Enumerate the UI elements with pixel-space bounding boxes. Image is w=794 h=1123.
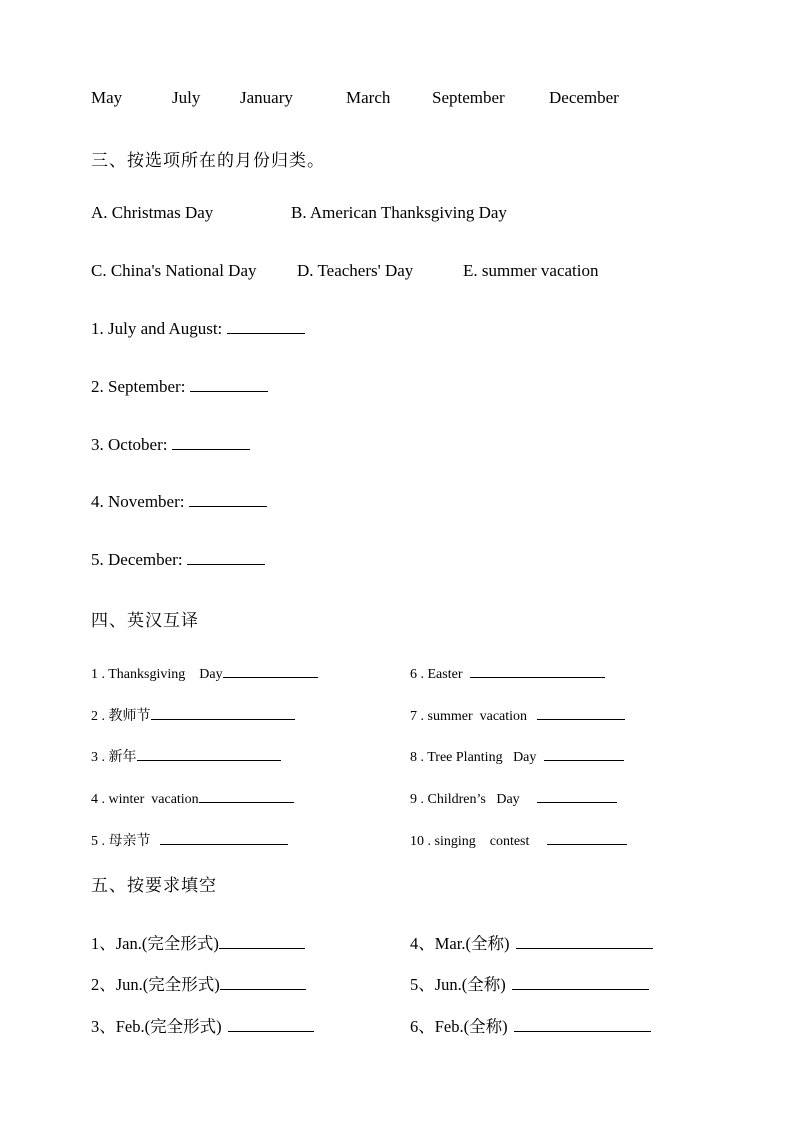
fill-item xyxy=(91,1013,314,1037)
section-3-title: 三、按选项所在的月份归类。 xyxy=(91,151,325,170)
option-e: E. summer vacation xyxy=(463,261,599,280)
month-word: December xyxy=(549,88,619,107)
question-item xyxy=(91,549,265,570)
translation-item xyxy=(410,745,624,766)
translation-label: 5 . 母亲节 xyxy=(91,834,151,849)
question-item xyxy=(91,434,250,455)
answer-blank[interactable] xyxy=(151,704,295,720)
answer-blank[interactable] xyxy=(516,933,653,949)
question-label: 1. July and August: xyxy=(91,319,223,338)
month-word: March xyxy=(346,88,391,107)
month-word: May xyxy=(91,88,123,107)
translation-label: 4 . winter vacation xyxy=(91,792,199,807)
answer-blank[interactable] xyxy=(199,787,294,803)
option-a: A. Christmas Day xyxy=(91,203,214,222)
translation-item xyxy=(91,829,288,850)
translation-item xyxy=(410,787,617,808)
question-item xyxy=(91,318,305,339)
answer-blank[interactable] xyxy=(160,829,288,845)
fill-label: 5、Jun.(全称) xyxy=(410,975,506,994)
translation-item xyxy=(410,829,627,850)
fill-item xyxy=(91,971,306,995)
translation-label: 9 . Children’s Day xyxy=(410,792,520,807)
translation-label: 1 . Thanksgiving Day xyxy=(91,667,223,682)
answer-blank[interactable] xyxy=(537,787,617,803)
answer-blank[interactable] xyxy=(189,491,267,507)
answer-blank[interactable] xyxy=(190,376,268,392)
translation-label: 8 . Tree Planting Day xyxy=(410,750,537,765)
answer-blank[interactable] xyxy=(227,318,305,334)
fill-label: 3、Feb.(完全形式) xyxy=(91,1017,222,1036)
answer-blank[interactable] xyxy=(514,1016,651,1032)
answer-blank[interactable] xyxy=(547,829,627,845)
fill-label: 2、Jun.(完全形式) xyxy=(91,975,220,994)
question-label: 2. September: xyxy=(91,377,186,396)
question-label: 4. November: xyxy=(91,492,185,511)
month-word: January xyxy=(240,88,293,107)
question-label: 3. October: xyxy=(91,435,168,454)
answer-blank[interactable] xyxy=(544,745,624,761)
answer-blank[interactable] xyxy=(537,704,625,720)
answer-blank[interactable] xyxy=(223,662,318,678)
fill-label: 6、Feb.(全称) xyxy=(410,1017,508,1036)
section-4-title: 四、英汉互译 xyxy=(91,611,199,630)
translation-label: 10 . singing contest xyxy=(410,834,530,849)
answer-blank[interactable] xyxy=(220,974,306,990)
translation-item xyxy=(410,704,625,725)
translation-label: 3 . 新年 xyxy=(91,750,137,765)
month-word: September xyxy=(432,88,505,107)
fill-item xyxy=(410,971,649,995)
fill-item xyxy=(410,1013,651,1037)
translation-item xyxy=(91,787,294,808)
translation-item xyxy=(410,662,605,683)
option-d: D. Teachers' Day xyxy=(297,261,414,280)
translation-label: 7 . summer vacation xyxy=(410,709,528,724)
translation-label: 2 . 教师节 xyxy=(91,709,151,724)
fill-label: 1、Jan.(完全形式) xyxy=(91,934,219,953)
section-5-title: 五、按要求填空 xyxy=(91,876,217,895)
translation-item xyxy=(91,662,318,683)
answer-blank[interactable] xyxy=(187,549,265,565)
option-b: B. American Thanksgiving Day xyxy=(291,203,507,222)
question-item xyxy=(91,376,268,397)
translation-label: 6 . Easter xyxy=(410,667,463,682)
fill-item xyxy=(91,930,305,954)
answer-blank[interactable] xyxy=(172,434,250,450)
translation-item xyxy=(91,745,281,766)
fill-item xyxy=(410,930,653,954)
answer-blank[interactable] xyxy=(137,745,281,761)
month-word: July xyxy=(172,88,201,107)
translation-item xyxy=(91,704,295,725)
question-label: 5. December: xyxy=(91,550,183,569)
fill-label: 4、Mar.(全称) xyxy=(410,934,510,953)
answer-blank[interactable] xyxy=(219,933,305,949)
answer-blank[interactable] xyxy=(512,974,649,990)
option-c: C. China's National Day xyxy=(91,261,257,280)
question-item xyxy=(91,491,267,512)
answer-blank[interactable] xyxy=(228,1016,314,1032)
answer-blank[interactable] xyxy=(470,662,605,678)
